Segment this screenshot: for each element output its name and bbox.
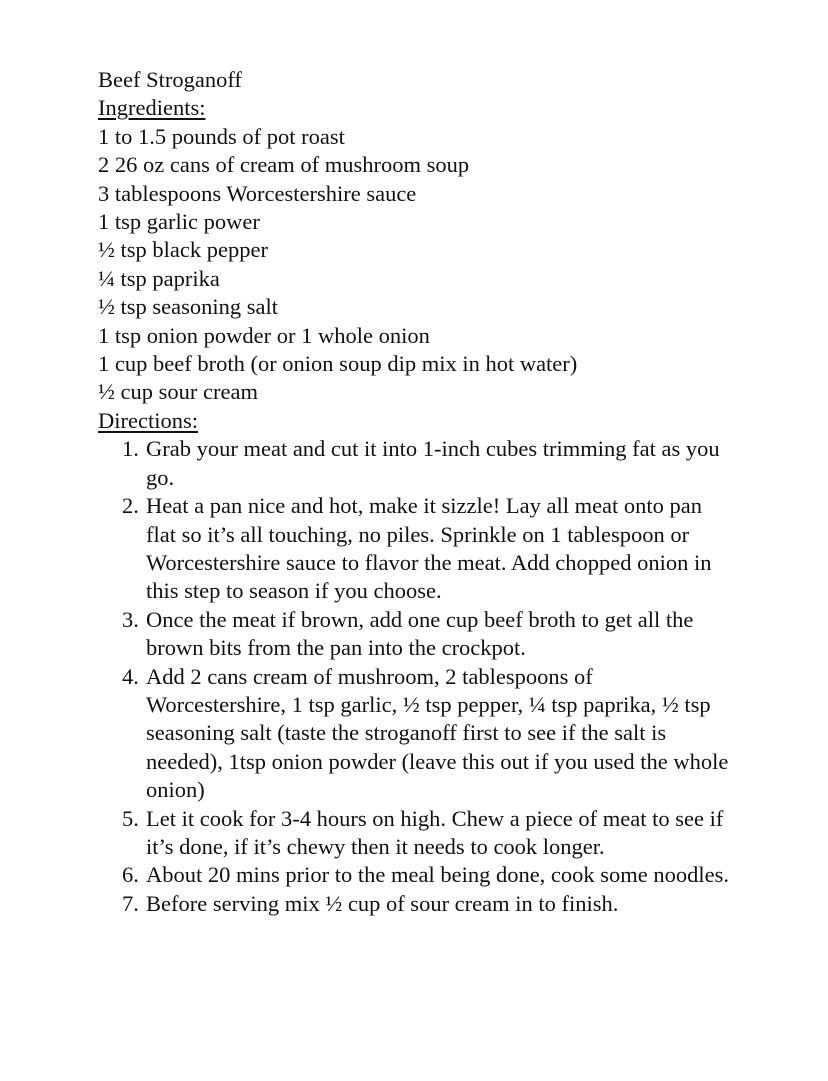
- ingredient-item: ½ tsp seasoning salt: [98, 294, 278, 320]
- step-number: 7.: [122, 890, 139, 916]
- recipe-document: [98, 66, 738, 918]
- ingredient-item: ¼ tsp paprika: [98, 265, 220, 291]
- step-number: 1.: [122, 436, 139, 462]
- ingredient-item: 2 26 oz cans of cream of mushroom soup: [98, 152, 470, 178]
- step-number: 5.: [122, 805, 139, 831]
- step-text: Heat a pan nice and hot, make it sizzle! Lay all meat onto pan flat so it’s all touching, no piles. Sprinkle on 1 tablespoon or Worcestershire sauce to flavor the meat. Add chopped onion in this step to season if you choose.: [146, 493, 712, 604]
- ingredients-heading: Ingredients:: [98, 95, 206, 121]
- step-number: 3.: [122, 606, 139, 632]
- step-number: 4.: [122, 663, 139, 689]
- step-text: Let it cook for 3-4 hours on high. Chew a piece of meat to see if it’s done, if it’s chewy then it needs to cook longer.: [146, 805, 724, 859]
- step-text: Once the meat if brown, add one cup beef broth to get all the brown bits from the pan into the crockpot.: [146, 606, 694, 661]
- ingredient-item: 1 to 1.5 pounds of pot roast: [98, 123, 345, 149]
- step-text: Before serving mix ½ cup of sour cream in to finish.: [146, 890, 619, 916]
- direction-step: [98, 890, 730, 918]
- step-text: Add 2 cans cream of mushroom, 2 tablespoons of Worcestershire, 1 tsp garlic, ½ tsp pepper, ¼ tsp paprika, ½ tsp seasoning salt (taste the stroganoff first to see if the salt is needed), 1tsp onion powder (leave this out if you used the whole onion): [146, 663, 729, 803]
- recipe-title: Beef Stroganoff: [98, 67, 242, 92]
- step-text: Grab your meat and cut it into 1-inch cubes trimming fat as you go.: [146, 436, 720, 490]
- direction-step: [98, 805, 730, 862]
- directions-heading: Directions:: [98, 407, 198, 433]
- ingredients-list: [98, 123, 738, 407]
- direction-step: [98, 663, 730, 805]
- ingredient-item: 1 cup beef broth (or onion soup dip mix in hot water): [98, 351, 578, 377]
- direction-step: [98, 435, 730, 492]
- step-number: 6.: [122, 862, 139, 888]
- direction-step: [98, 606, 730, 663]
- step-number: 2.: [122, 493, 139, 519]
- ingredient-item: ½ tsp black pepper: [98, 237, 268, 263]
- direction-step: [98, 492, 730, 606]
- direction-step: [98, 861, 730, 889]
- ingredient-item: 1 tsp garlic power: [98, 209, 260, 235]
- step-text: About 20 mins prior to the meal being done, cook some noodles.: [146, 862, 730, 888]
- ingredient-item: 3 tablespoons Worcestershire sauce: [98, 180, 417, 206]
- directions-list: [98, 435, 738, 918]
- ingredient-item: ½ cup sour cream: [98, 379, 258, 405]
- ingredient-item: 1 tsp onion powder or 1 whole onion: [98, 322, 430, 348]
